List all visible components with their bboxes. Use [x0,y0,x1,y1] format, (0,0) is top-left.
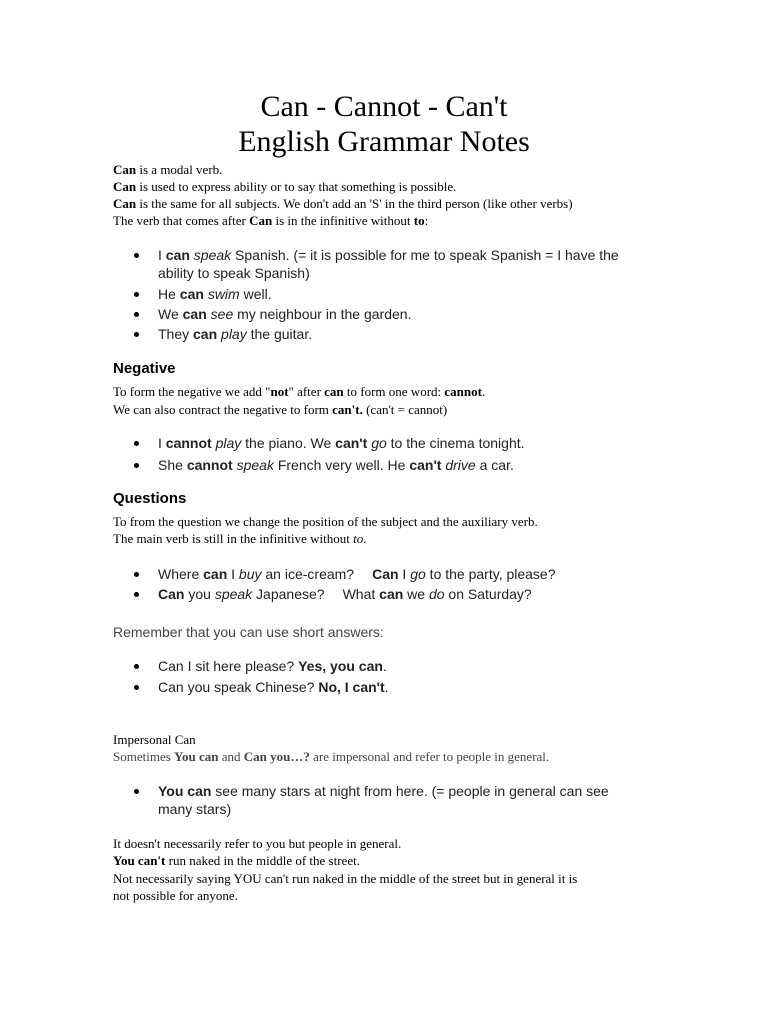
bullet-icon [134,572,139,577]
impersonal-paragraph-1: Sometimes You can and Can you…? are impersonal and refer to people in general. [113,749,550,764]
impersonal-example-cont: many stars) [158,801,232,817]
impersonal-paragraph-3: You can't run naked in the middle of the street. [113,853,360,868]
intro-line-2: Can is used to express ability or to say that something is possible. [113,179,457,194]
title-line-2: English Grammar Notes [238,125,530,158]
impersonal-paragraph-2: It doesn't necessarily refer to you but people in general. [113,836,402,851]
negative-paragraph-1: To form the negative we add "not" after can to form one word: cannot. [113,384,486,399]
bullet-icon [134,463,139,468]
bullet-icon [134,292,139,297]
example-2: He can swim well. [158,286,272,302]
impersonal-paragraph-5: not possible for anyone. [113,888,238,903]
example-1: I can speak Spanish. (= it is possible for me to speak Spanish = I have the [158,247,619,263]
title-line-1: Can - Cannot - Can't [260,90,508,123]
bullet-icon [134,789,139,794]
bullet-icon [134,592,139,597]
questions-paragraph-2: The main verb is still in the infinitive without to. [113,531,367,546]
impersonal-heading: Impersonal Can [113,732,196,747]
questions-heading: Questions [113,490,187,507]
bullet-icon [134,332,139,337]
negative-example-1: I cannot play the piano. We can't go to the cinema tonight. [158,435,525,451]
question-example-1: Where can I buy an ice-cream? Can I go to the party, please? [158,566,556,582]
negative-example-2: She cannot speak French very well. He can't drive a car. [158,457,514,473]
short-answer-1: Can I sit here please? Yes, you can. [158,658,387,674]
intro-line-1: Can is a modal verb. [113,162,223,177]
short-answer-2: Can you speak Chinese? No, I can't. [158,679,389,695]
example-3: We can see my neighbour in the garden. [158,306,412,322]
intro-line-4: The verb that comes after Can is in the infinitive without to: [113,213,429,228]
bullet-icon [134,441,139,446]
intro-line-3: Can is the same for all subjects. We don't add an 'S' in the third person (like other verbs) [113,196,573,211]
bullet-icon [134,664,139,669]
example-1-cont: ability to speak Spanish) [158,265,310,281]
example-4: They can play the guitar. [158,326,313,342]
short-answers-intro: Remember that you can use short answers: [113,624,384,640]
bullet-icon [134,253,139,258]
questions-paragraph-1: To from the question we change the position of the subject and the auxiliary verb. [113,514,538,529]
negative-heading: Negative [113,360,176,377]
impersonal-paragraph-4: Not necessarily saying YOU can't run naked in the middle of the street but in general it is [113,871,578,886]
bullet-icon [134,685,139,690]
negative-paragraph-2: We can also contract the negative to form can't. (can't = cannot) [113,402,448,417]
bullet-icon [134,312,139,317]
question-example-2: Can you speak Japanese? What can we do on Saturday? [158,586,532,602]
impersonal-example: You can see many stars at night from here. (= people in general can see [158,783,609,799]
